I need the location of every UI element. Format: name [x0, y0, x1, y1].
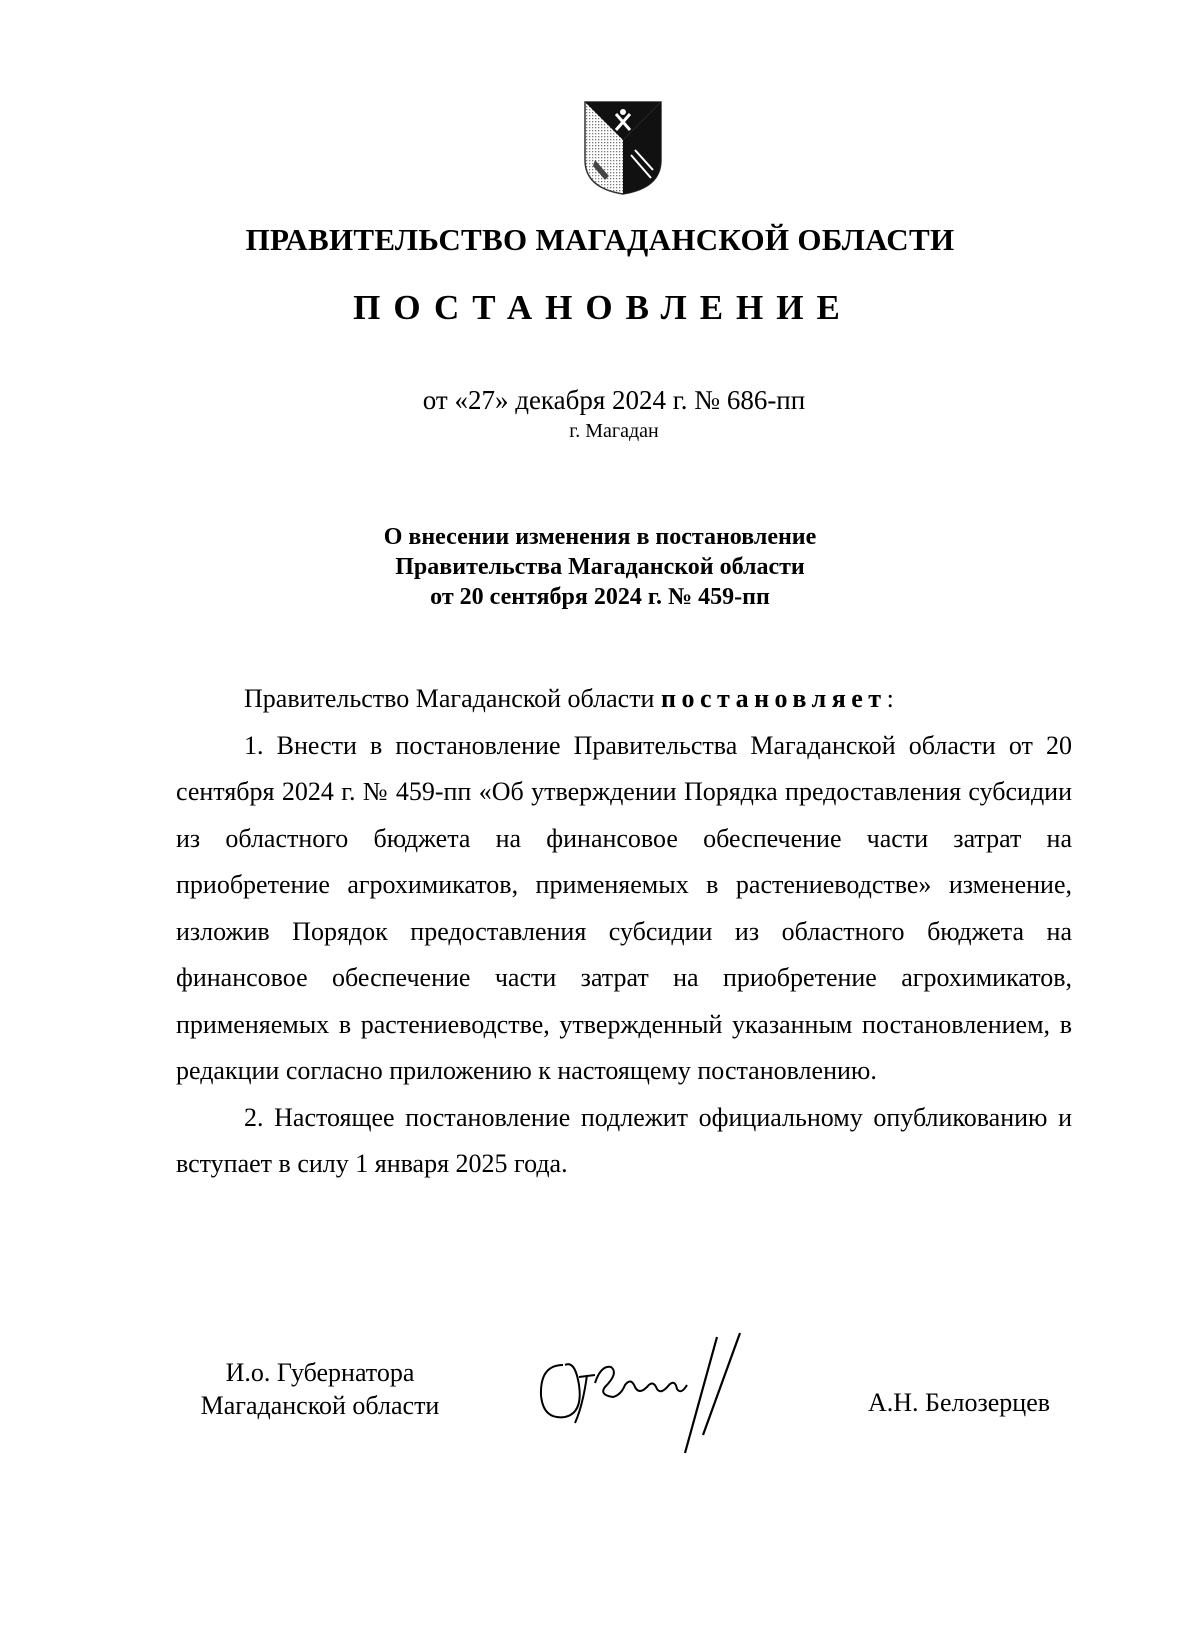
date-and-number: от «27» декабря 2024 г. № 686-пп	[422, 385, 806, 415]
document-type-title: ПОСТАНОВЛЕНИЕ	[353, 288, 853, 327]
city-label: г. Магадан	[569, 420, 659, 442]
intro-text: Правительство Магаданской области	[244, 684, 655, 713]
signer-position	[186, 1356, 454, 1422]
signer-position-line-1: И.о. Губернатора	[225, 1358, 415, 1387]
subject-line-2: Правительства Магаданской области	[395, 554, 805, 580]
signer-position-line-2: Магаданской области	[200, 1391, 440, 1420]
organization-title: ПРАВИТЕЛЬСТВО МАГАДАНСКОЙ ОБЛАСТИ	[245, 222, 955, 257]
intro-colon: :	[886, 684, 894, 713]
coat-of-arms-emblem	[583, 100, 663, 196]
document-subject	[0, 522, 1200, 612]
subject-line-3: от 20 сентября 2024 г. № 459-пп	[430, 584, 770, 610]
intro-sentence	[176, 676, 1072, 723]
handwritten-signature	[535, 1325, 785, 1455]
subject-line-1: О внесении изменения в постановление	[383, 524, 817, 550]
paragraph-2: 2. Настоящее постановление подлежит официальному опубликованию и вступает в силу 1 января 2025 года.	[176, 1102, 1072, 1178]
signer-name: А.Н. Белозерцев	[868, 1388, 1051, 1417]
paragraph-1: 1. Внести в постановление Правительства Магаданской области от 20 сентября 2024 г. № 459-пп «Об утверждении Порядка предоставления субсидии из областного бюджета на финансовое обеспечение части затрат на приобретение агрохимикатов, применяемых в растениеводстве» изменение, изложив Порядок предоставления субсидии из областного бюджета на финансовое обеспечение части затрат на приобретение агрохимикатов, применяемых в растениеводстве, утвержденный указанным постановлением, в редакции согласно приложению к настоящему постановлению.	[176, 730, 1072, 1085]
intro-verb: постановляет	[660, 684, 887, 713]
document-body	[176, 676, 1072, 1188]
